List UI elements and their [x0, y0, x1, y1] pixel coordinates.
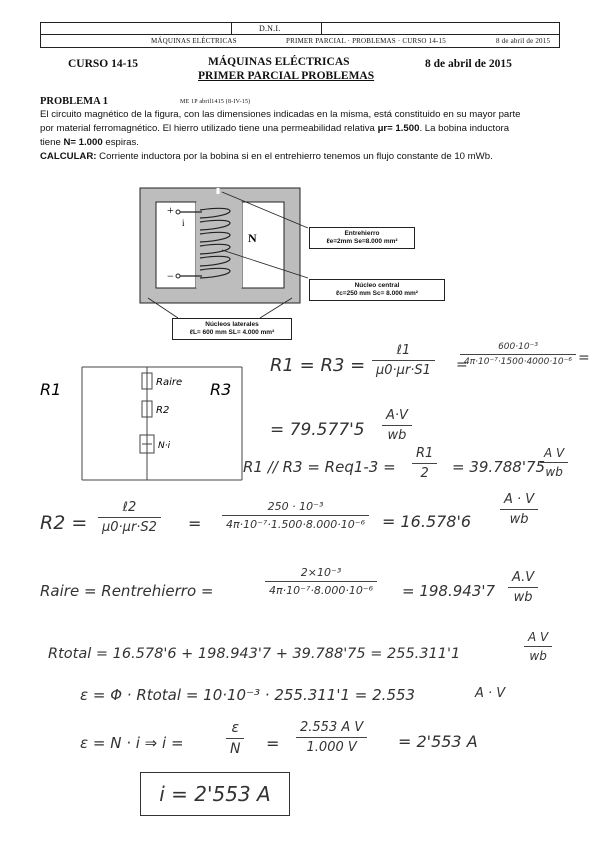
- eq3-frac1: ℓ2 μ0·μr·S2: [98, 500, 161, 535]
- eq4-lhs: Raire = Rentrehierro =: [40, 582, 214, 600]
- problem-ref: ME 1P abril1415 (8-IV-15): [180, 99, 251, 105]
- course-label: CURSO 14-15: [68, 58, 138, 70]
- statement-line-3: tiene N= 1.000 espiras.: [40, 137, 139, 148]
- circuit-r3: R3: [210, 380, 232, 399]
- header-table: [40, 22, 560, 48]
- problem-heading: PROBLEMA 1: [40, 96, 108, 107]
- eq1-frac1: ℓ1 μ0·μr·S1: [372, 343, 435, 378]
- circuit-source: N·i: [158, 441, 171, 451]
- eq2-lhs: R1 // R3 = Req1-3 =: [243, 458, 396, 476]
- eq7-lhs: ε = N · i ⇒ i =: [80, 734, 184, 752]
- lateral-cores-label: Núcleos laterales ℓL= 600 mm SL= 4.000 mm²: [172, 318, 292, 340]
- problem-statement: [40, 108, 570, 164]
- header-date: 8 de abril de 2015: [496, 37, 551, 45]
- exam-date: 8 de abril de 2015: [425, 58, 512, 70]
- eq5: Rtotal = 16.578'6 + 198.943'7 + 39.788'75 = 255.311'1: [48, 646, 461, 662]
- circuit-r2: R2: [156, 405, 170, 416]
- eq6-unit: A · V: [475, 686, 506, 701]
- exam-title: PRIMER PARCIAL PROBLEMAS: [198, 70, 375, 82]
- eq3-unit: $\frac{A \cdot V}{wb}$: [500, 492, 538, 527]
- subject-title: MÁQUINAS ELÉCTRICAS: [208, 56, 350, 68]
- eq2-frac: $\frac{R1}{2}$: [412, 446, 437, 481]
- eq2-unit: $\frac{\text{A V}}{wb}$: [540, 446, 568, 479]
- eq1-equals-2: =: [578, 350, 590, 366]
- current-symbol: i: [182, 218, 185, 228]
- eq3-lhs: R2 =: [40, 512, 88, 534]
- equivalent-circuit: [32, 355, 257, 495]
- terminal-plus: +: [167, 203, 174, 217]
- statement-calc: CALCULAR: Corriente inductora por la bobina si en el entrehierro tenemos un flujo constante de 10 mWb.: [40, 151, 493, 162]
- eq7-frac2: $\frac{\text{2.553 A V}}{1.000 V}$: [296, 720, 367, 755]
- central-core-label: Núcleo central ℓc=250 mm Sc= 8.000 mm²: [309, 279, 445, 301]
- eq2-result: = 39.788'75: [452, 458, 546, 476]
- eq1-equals: =: [456, 357, 468, 373]
- terminal-minus: −: [167, 269, 174, 283]
- circuit-r1: R1: [40, 380, 62, 399]
- eq7-equals: =: [266, 734, 280, 753]
- eq7-frac1: $\frac{\varepsilon}{N}$: [226, 720, 244, 757]
- eq7-result: = 2'553 A: [398, 732, 478, 751]
- statement-line-1: El circuito magnético de la figura, con las dimensiones indicadas en la misma, está constituido en su mayor parte: [40, 109, 521, 120]
- statement-line-2: por material ferromagnético. El hierro utilizado tiene una permeabilidad relativa μr= 1.500. La bobina inductora: [40, 123, 510, 134]
- eq3-equals: =: [188, 514, 202, 533]
- eq1-result: = 79.577'5: [270, 420, 365, 440]
- dni-label: D.N.I.: [259, 24, 281, 33]
- eq3-frac2: $\frac{\text{250 · 10⁻³}}{\text{4π·10⁻⁷·1.500·8.000·10⁻⁶}}$: [222, 500, 369, 531]
- eq4-unit: $\frac{A.V}{wb}$: [508, 570, 538, 605]
- header-exam: PRIMER PARCIAL · PROBLEMAS · CURSO 14-15: [286, 37, 446, 45]
- air-gap-label: Entrehierro ℓe=2mm Se=8.000 mm²: [309, 227, 415, 249]
- final-answer-box: i = 2'553 A: [140, 772, 290, 816]
- eq4-frac: $\frac{\text{2×10⁻³}}{\text{4π·10⁻⁷·8.000·10⁻⁶}}$: [265, 566, 377, 597]
- eq1-frac2: $\frac{\text{600·10⁻³}}{\text{4π·10⁻⁷·1500·4000·10⁻⁶}}$: [460, 342, 576, 367]
- eq5-unit: $\frac{\text{A V}}{wb}$: [524, 630, 552, 663]
- eq3-result: = 16.578'6: [382, 512, 472, 531]
- coil-label: N: [248, 231, 257, 245]
- eq1-unit: $\frac{A\cdot V}{wb}$: [382, 408, 412, 443]
- circuit-raire: Raire: [156, 377, 183, 388]
- eq6: ε = Φ · Rtotal = 10·10⁻³ · 255.311'1 = 2.553: [80, 686, 416, 704]
- header-subject: MÁQUINAS ELÉCTRICAS: [151, 37, 237, 45]
- eq4-result: = 198.943'7: [402, 582, 496, 600]
- eq1-lhs: R1 = R3 =: [270, 355, 366, 376]
